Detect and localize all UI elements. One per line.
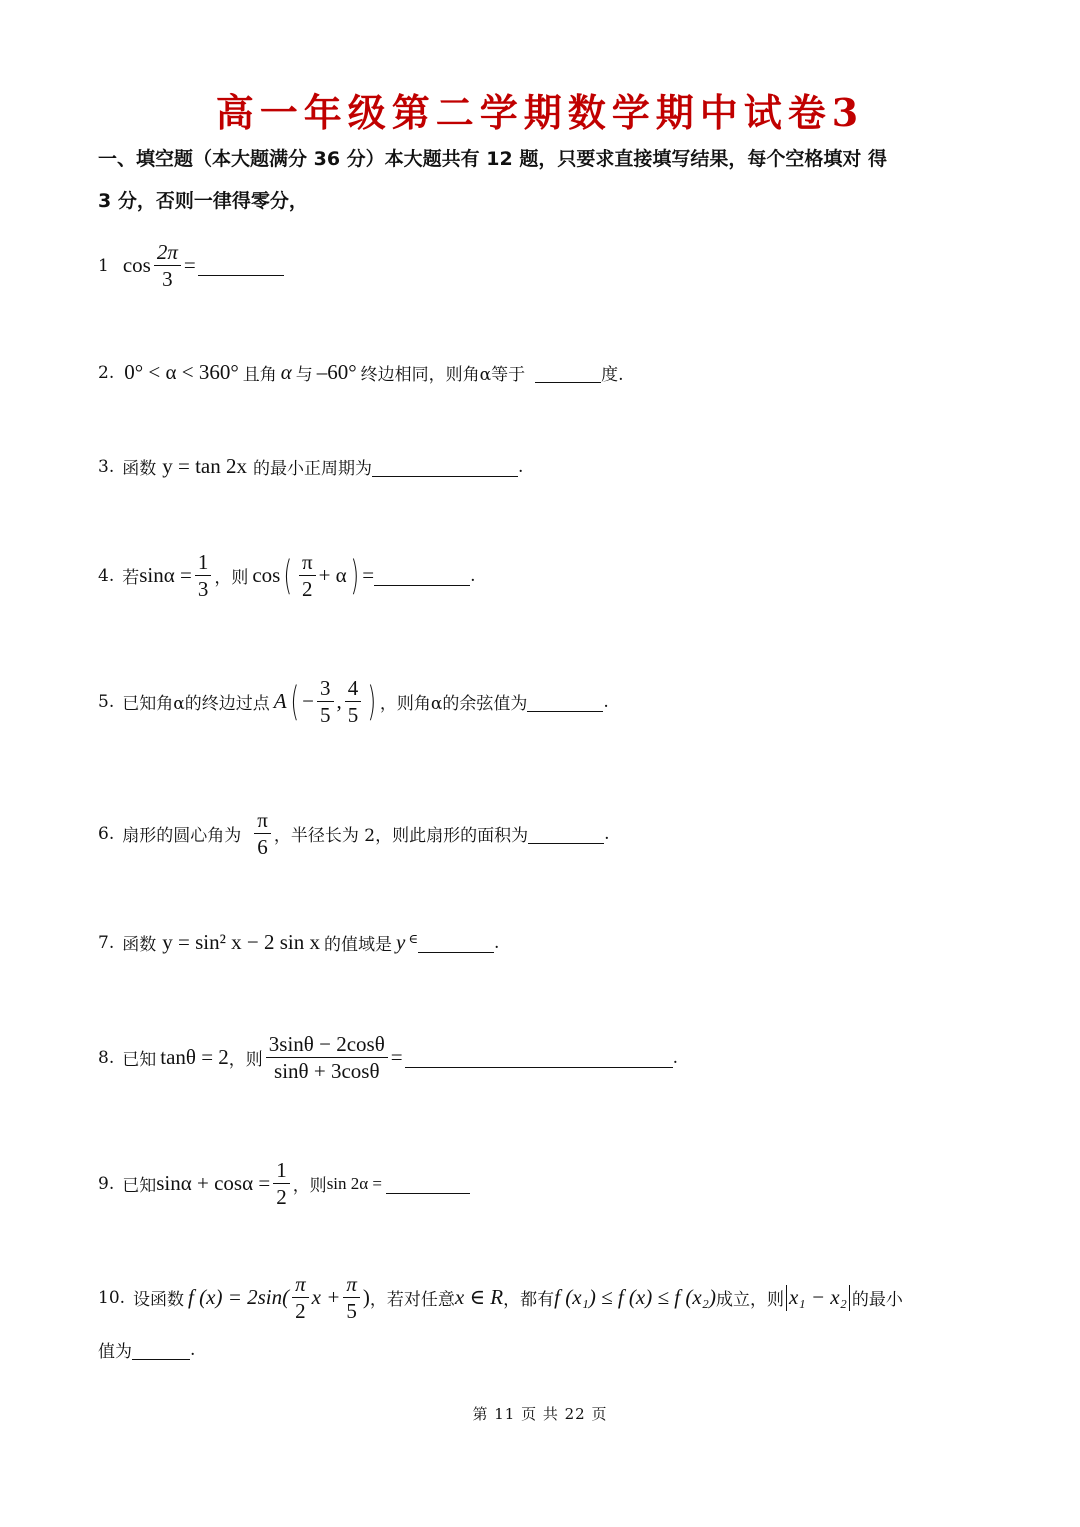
q10-fraction-1 — [292, 1272, 309, 1323]
question-7 — [98, 930, 988, 955]
q4-end: . — [470, 565, 476, 586]
q4-eq: = — [362, 563, 375, 587]
q3-text-2: 的最小正周期为 — [252, 459, 372, 479]
q10-x: x + — [311, 1285, 341, 1309]
q8-number: 8. — [98, 1047, 115, 1068]
q2-alpha: α — [280, 360, 292, 384]
question-10 — [98, 1272, 988, 1362]
q6-frac-num: π — [254, 808, 271, 834]
page-footer: 第 11 页 共 22 页 — [472, 1405, 608, 1423]
q5-frac2-den: 5 — [347, 703, 359, 727]
q4-frac2-den: 2 — [302, 577, 313, 601]
q7-expr: y = sin² x − 2 sin x — [162, 930, 320, 954]
question-4 — [98, 550, 988, 601]
q6-frac-den: 6 — [257, 835, 268, 859]
q4-frac2-num: π — [299, 550, 316, 576]
q10-fraction-2 — [343, 1272, 360, 1323]
q4-frac1-num: 1 — [195, 550, 212, 576]
section-heading — [98, 138, 988, 222]
q6-answer-blank[interactable] — [528, 823, 604, 844]
section-line-2: 3 分，否则一律得零分， — [98, 190, 308, 212]
q8-end: . — [672, 1047, 679, 1068]
q10-number: 10. — [98, 1287, 126, 1308]
q5-fraction-2 — [345, 676, 362, 727]
question-1 — [98, 240, 988, 291]
q7-in: ∈ — [408, 932, 418, 947]
q1-frac-num: 2π — [154, 240, 181, 266]
q9-text-1: 已知 — [122, 1176, 157, 1196]
q5-left-paren: ( — [290, 678, 299, 725]
q9-text-2: ，则 — [292, 1176, 327, 1196]
question-6 — [98, 808, 988, 859]
q2-text-3: 终边相同，则角α等于 — [360, 365, 526, 385]
q10-func: f (x) = 2sin( — [188, 1285, 290, 1309]
q10-text-5: 的最小 — [851, 1290, 903, 1310]
q6-fraction — [254, 808, 271, 859]
q4-text-1: 若 — [122, 568, 140, 588]
q4-answer-blank[interactable] — [374, 565, 470, 586]
q6-end: . — [604, 823, 610, 844]
q8-text-1: 已知 — [122, 1050, 157, 1070]
question-2 — [98, 360, 988, 385]
q10-close: ) — [362, 1285, 370, 1309]
q8-frac-den: sinθ + 3cosθ — [274, 1059, 380, 1083]
q5-frac2-num: 4 — [345, 676, 362, 702]
q4-plus-alpha: + α — [318, 563, 347, 587]
question-9 — [98, 1158, 988, 1209]
q9-frac-den: 2 — [276, 1185, 287, 1209]
q6-number: 6. — [98, 823, 115, 844]
q1-number: 1 — [98, 255, 109, 276]
q4-fraction-1 — [195, 550, 212, 601]
q3-answer-blank[interactable] — [372, 456, 518, 477]
q8-fraction — [266, 1032, 388, 1083]
q10-frac1-num: π — [292, 1272, 309, 1298]
q8-frac-num: 3sinθ − 2cosθ — [266, 1032, 388, 1058]
q5-answer-blank[interactable] — [527, 691, 603, 712]
q1-cos: cos — [122, 253, 151, 277]
page-title: 高一年级第二学期数学期中试卷3 — [215, 90, 865, 135]
q10-line-2 — [98, 1337, 988, 1362]
q9-expr: sinα + cosα = — [156, 1171, 271, 1195]
q5-comma: , — [336, 689, 342, 713]
q6-text-2: ，半径长为 2，则此扇形的面积为 — [273, 826, 529, 846]
q10-end: . — [190, 1339, 196, 1360]
question-3 — [98, 454, 988, 479]
question-5 — [98, 676, 988, 727]
q5-text-1: 已知角α的终边过点 — [122, 694, 270, 714]
q4-right-paren: ) — [350, 552, 359, 599]
q1-frac-den: 3 — [162, 267, 173, 291]
q5-right-paren: ) — [367, 678, 377, 725]
q10-frac2-den: 5 — [346, 1299, 357, 1323]
q1-fraction — [154, 240, 181, 291]
q3-expr: y = tan 2x — [162, 454, 247, 478]
q4-frac1-den: 3 — [197, 577, 209, 601]
q10-text-2: ，若对任意 — [369, 1290, 455, 1310]
q9-answer-blank[interactable] — [386, 1173, 470, 1194]
q7-answer-blank[interactable] — [418, 932, 494, 953]
q8-eq: = — [390, 1045, 403, 1069]
q2-answer-blank[interactable] — [535, 362, 601, 383]
q3-number: 3. — [98, 456, 115, 477]
q9-frac-num: 1 — [273, 1158, 290, 1184]
q10-frac2-num: π — [343, 1272, 360, 1298]
q2-expr: 0° < α < 360° — [124, 360, 239, 384]
q5-point-a: A — [273, 689, 287, 713]
q2-text-2: 与 — [295, 365, 313, 385]
q5-fraction-1 — [317, 676, 334, 727]
q4-sin: sinα = — [139, 563, 192, 587]
q4-text-2: ，则 — [214, 568, 249, 588]
q10-abs-left — [786, 1285, 787, 1311]
q5-end: . — [603, 691, 609, 712]
q2-text-1: 且角 — [242, 365, 277, 385]
q1-answer-blank[interactable] — [198, 255, 284, 276]
q9-number: 9. — [98, 1173, 115, 1194]
q9-fraction — [273, 1158, 290, 1209]
q10-abs-right — [849, 1285, 850, 1311]
q8-text-2: ，则 — [228, 1050, 263, 1070]
q3-end: . — [517, 456, 524, 477]
q8-answer-blank[interactable] — [405, 1047, 673, 1068]
q4-left-paren: ( — [283, 552, 293, 599]
q7-number: 7. — [98, 932, 115, 953]
q10-text-1: 设函数 — [133, 1290, 185, 1310]
q5-minus: − — [302, 689, 314, 713]
q7-end: . — [493, 932, 500, 953]
q5-text-2: ，则角α的余弦值为 — [379, 694, 528, 714]
q10-inequality: f (x₁) ≤ f (x) ≤ f (x₂) — [554, 1285, 716, 1309]
q4-number: 4. — [98, 565, 115, 586]
q2-text-4: 度. — [601, 365, 624, 385]
question-8 — [98, 1032, 988, 1083]
q9-expr-2: sin 2α = — [326, 1173, 383, 1193]
q3-text-1: 函数 — [122, 459, 157, 479]
q7-text-1: 函数 — [122, 935, 157, 955]
q5-frac1-den: 5 — [320, 703, 331, 727]
q10-abs-expr: x₁ − x₂ — [788, 1285, 847, 1309]
q7-text-2: 的值域是 — [323, 935, 392, 955]
q4-cos: cos — [252, 563, 281, 587]
q4-fraction-2 — [299, 550, 316, 601]
q5-frac1-num: 3 — [317, 676, 334, 702]
q10-line2-text: 值为 — [98, 1342, 132, 1362]
q10-frac1-den: 2 — [295, 1299, 306, 1323]
q10-answer-blank[interactable] — [132, 1339, 190, 1360]
q10-text-3: ，都有 — [503, 1290, 555, 1310]
q10-xr: x ∈ R — [454, 1285, 504, 1309]
q2-number: 2. — [98, 362, 115, 383]
q6-text-1: 扇形的圆心角为 — [122, 826, 242, 846]
section-line-1: 一、填空题（本大题满分 36 分）本大题共有 12 题，只要求直接填写结果，每个空格填对 得 — [98, 148, 887, 170]
q7-y: y — [395, 930, 406, 954]
q10-text-4: 成立，则 — [715, 1290, 784, 1310]
q8-expr: tanθ = 2 — [160, 1045, 229, 1069]
q1-eq: = — [183, 253, 196, 277]
q2-angle: –60° — [316, 360, 357, 384]
q10-line-1 — [98, 1272, 988, 1323]
q5-number: 5. — [98, 691, 115, 712]
